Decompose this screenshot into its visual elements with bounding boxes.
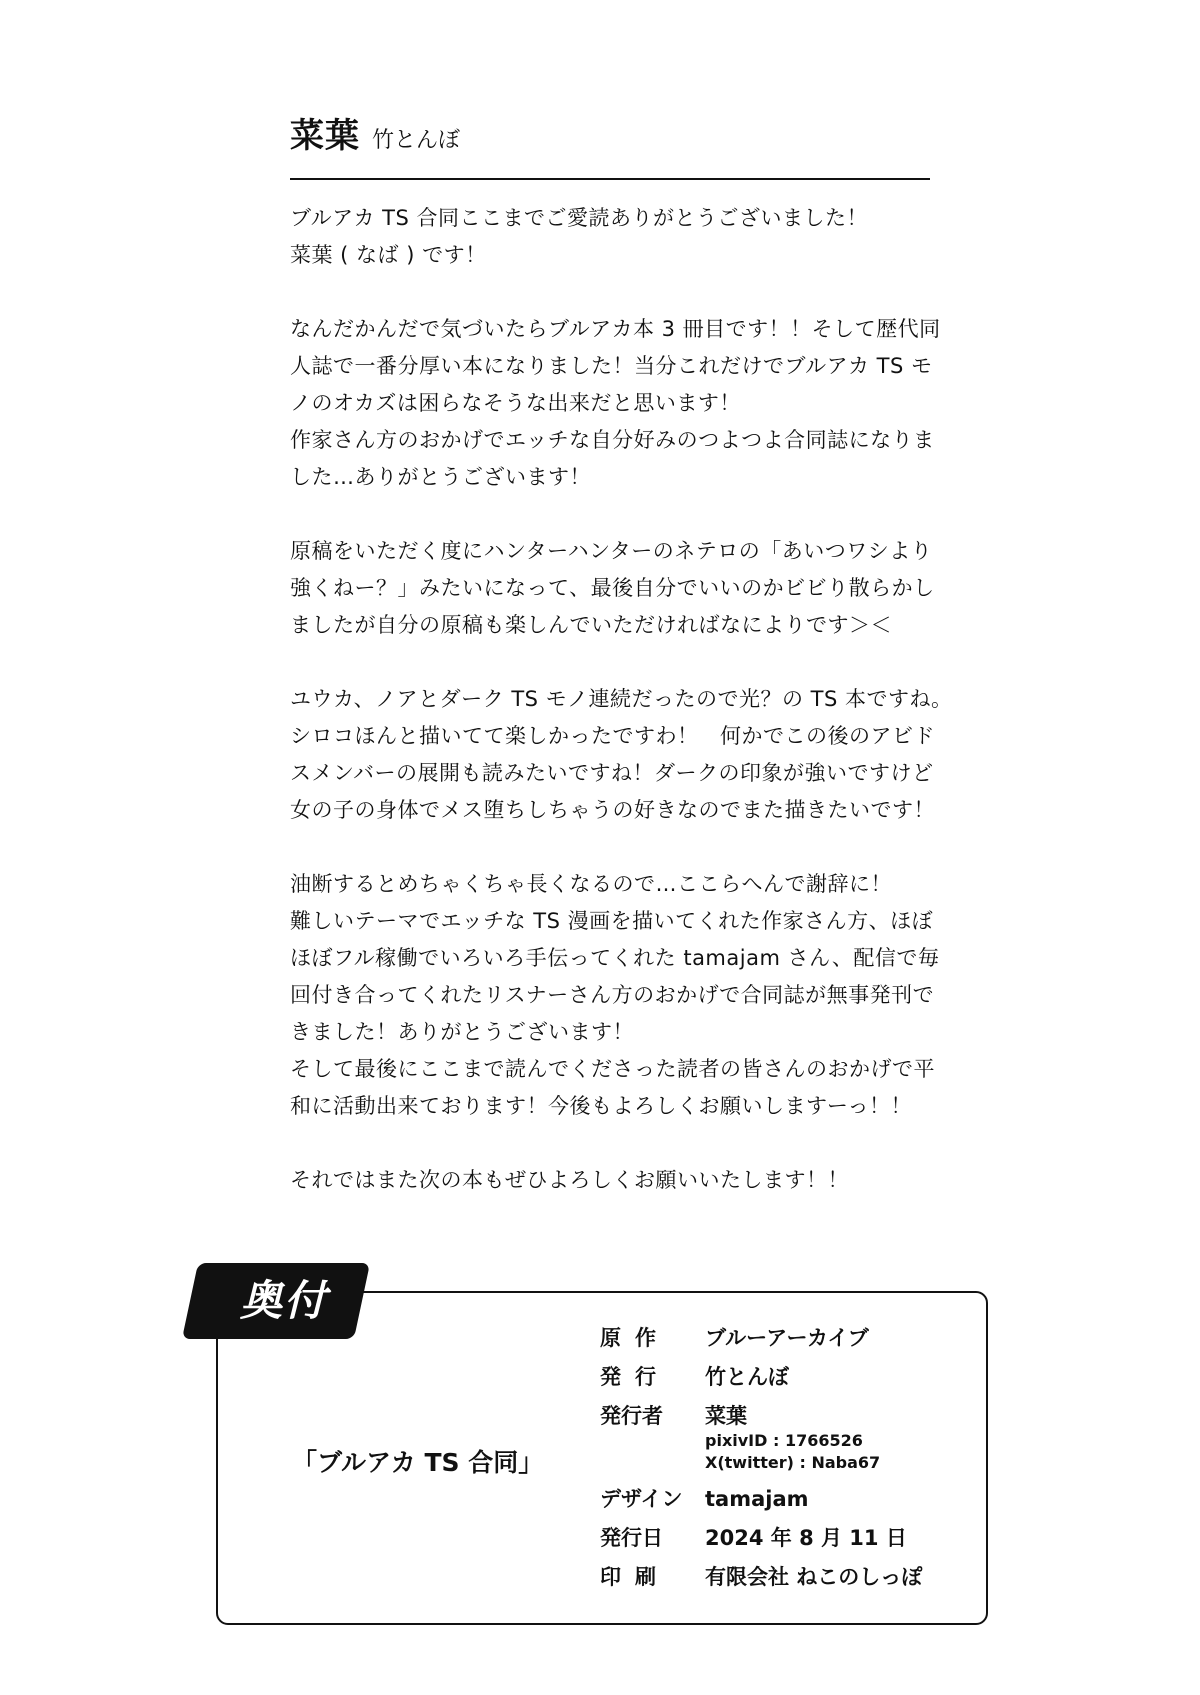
afterword-body — [290, 200, 953, 1236]
afterword-line: ほぼフル稼働でいろいろ手伝ってくれた tamajam さん、配信で毎 — [290, 946, 940, 970]
afterword-line: なんだかんだで気づいたらブルアカ本 3 冊目です！！そして歴代同 — [290, 317, 941, 341]
colophon-tab-label: 奥付 — [239, 1276, 328, 1325]
afterword-line: 女の子の身体でメス堕ちしちゃうの好きなのでまた描きたいです！ — [290, 798, 935, 822]
credit-pixiv-id: pixivID : 1766526 — [705, 1431, 863, 1450]
credit-label-design: デザイン — [600, 1487, 683, 1511]
colophon-credits — [600, 1325, 970, 1603]
credit-value-design: tamajam — [705, 1487, 809, 1511]
author-name: 菜葉 — [290, 116, 360, 156]
afterword-line: 回付き合ってくれたリスナーさん方のおかげで合同誌が無事発刊で — [290, 983, 935, 1007]
afterword-paragraph — [290, 533, 940, 644]
credit-original — [600, 1325, 970, 1352]
credit-value-publisher: 菜葉 — [705, 1404, 747, 1428]
credit-value-publisher-circle: 竹とんぼ — [705, 1365, 789, 1389]
afterword-line: それではまた次の本もぜひよろしくお願いいたします！！ — [290, 1168, 849, 1192]
afterword-line: 人誌で一番分厚い本になりました！当分これだけでブルアカ TS モ — [290, 354, 933, 378]
header-divider — [290, 178, 930, 180]
afterword-line: 原稿をいただく度にハンターハンターのネテロの「あいつワシより — [290, 539, 933, 563]
circle-name: 竹とんぼ — [372, 128, 461, 153]
credit-printer — [600, 1564, 970, 1591]
credit-label-publisher-circle: 発行 — [600, 1365, 670, 1389]
credit-publisher — [600, 1403, 970, 1474]
author-header — [290, 108, 930, 157]
afterword-line: ましたが自分の原稿も楽しんでいただければなによりです＞＜ — [290, 613, 892, 637]
afterword-line: ブルアカ TS 合同ここまでご愛読ありがとうございました！ — [290, 206, 868, 230]
afterword-paragraph — [290, 866, 940, 1125]
afterword-paragraph — [290, 681, 953, 829]
afterword-line: シロコほんと描いてて楽しかったですわ！ 何かでこの後のアビド — [290, 724, 935, 748]
afterword-paragraph — [290, 1162, 940, 1199]
afterword-paragraph — [290, 200, 940, 274]
afterword-line: ユウカ、ノアとダーク TS モノ連続だったので光？の TS 本ですね。 — [290, 687, 953, 711]
afterword-line: そして最後にここまで読んでくださった読者の皆さんのおかげで平 — [290, 1057, 935, 1081]
afterword-line: ノのオカズは困らなそうな出来だと思います！ — [290, 391, 741, 415]
afterword-line: 油断するとめちゃくちゃ長くなるので…ここらへんで謝辞に！ — [290, 872, 892, 896]
afterword-line: きました！ありがとうございます！ — [290, 1020, 634, 1044]
afterword-line: 菜葉 ( なば ) です！ — [290, 243, 487, 267]
book-title: 「ブルアカ TS 合同」 — [292, 1448, 544, 1477]
afterword-paragraph — [290, 311, 940, 496]
afterword-line: スメンバーの展開も読みたいですね！ダークの印象が強いですけど — [290, 761, 934, 785]
credit-twitter-id: X(twitter) : Naba67 — [705, 1453, 881, 1472]
afterword-line: 和に活動出来ております！今後もよろしくお願いしますーっ！！ — [290, 1094, 913, 1118]
afterword-line: 強くねー？」みたいになって、最後自分でいいのかビビり散らかし — [290, 576, 935, 600]
credit-publisher-circle — [600, 1364, 970, 1391]
afterword-line: 作家さん方のおかげでエッチな自分好みのつよつよ合同誌になりま — [290, 428, 935, 452]
afterword-line: 難しいテーマでエッチな TS 漫画を描いてくれた作家さん方、ほぼ — [290, 909, 934, 933]
credit-date — [600, 1525, 970, 1552]
credit-value-printer: 有限会社 ねこのしっぽ — [705, 1565, 923, 1589]
afterword-line: した…ありがとうございます！ — [290, 465, 591, 489]
credit-value-original: ブルーアーカイブ — [705, 1326, 869, 1350]
credit-label-publisher: 発行者 — [600, 1404, 663, 1428]
credit-label-original: 原作 — [600, 1326, 670, 1350]
credit-label-date: 発行日 — [600, 1526, 663, 1550]
credit-publisher-details — [705, 1403, 880, 1474]
credit-label-printer: 印刷 — [600, 1565, 670, 1589]
credit-design — [600, 1486, 970, 1513]
credit-value-date: 2024 年 8 月 11 日 — [705, 1526, 907, 1550]
